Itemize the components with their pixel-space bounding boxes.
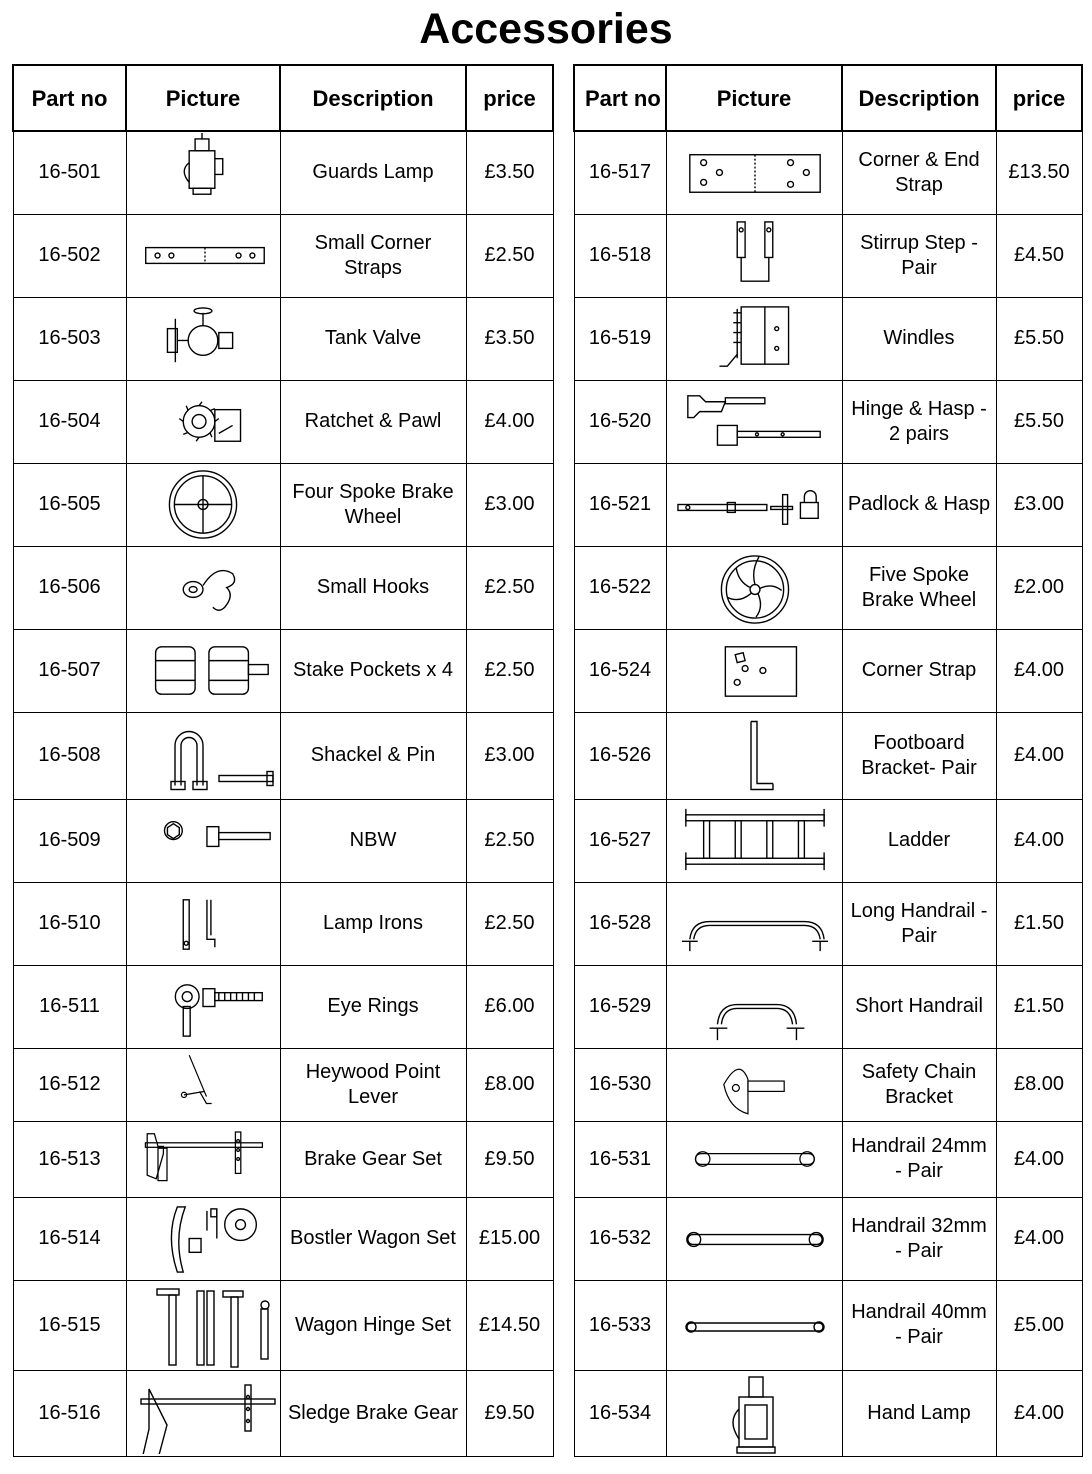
end-strap-icon bbox=[667, 133, 841, 212]
table-row bbox=[13, 380, 553, 463]
table-row bbox=[574, 799, 1082, 882]
part-picture bbox=[126, 629, 280, 712]
part-number: 16-506 bbox=[13, 546, 126, 629]
part-description: Footboard Bracket- Pair bbox=[842, 712, 996, 799]
part-price: £13.50 bbox=[996, 131, 1082, 214]
part-number: 16-514 bbox=[13, 1197, 126, 1280]
table-row bbox=[574, 546, 1082, 629]
table-row bbox=[574, 965, 1082, 1048]
part-number: 16-516 bbox=[13, 1370, 126, 1456]
part-number: 16-520 bbox=[574, 380, 666, 463]
table-row bbox=[13, 882, 553, 965]
part-picture bbox=[126, 131, 280, 214]
table-row bbox=[574, 1280, 1082, 1370]
part-picture bbox=[126, 1370, 280, 1456]
table-row bbox=[13, 799, 553, 882]
part-picture bbox=[126, 297, 280, 380]
part-picture bbox=[666, 131, 842, 214]
part-picture bbox=[126, 799, 280, 882]
header-part-no: Part no bbox=[13, 65, 126, 131]
part-price: £2.50 bbox=[466, 882, 553, 965]
part-number: 16-527 bbox=[574, 799, 666, 882]
windle-icon bbox=[667, 299, 841, 378]
part-price: £9.50 bbox=[466, 1370, 553, 1456]
table-row bbox=[574, 882, 1082, 965]
table-row bbox=[13, 1048, 553, 1121]
part-description: Windles bbox=[842, 297, 996, 380]
part-number: 16-511 bbox=[13, 965, 126, 1048]
bolt-icon bbox=[127, 801, 279, 880]
part-number: 16-534 bbox=[574, 1370, 666, 1456]
part-picture bbox=[666, 546, 842, 629]
part-number: 16-515 bbox=[13, 1280, 126, 1370]
part-number: 16-528 bbox=[574, 882, 666, 965]
padlock-icon bbox=[667, 465, 841, 544]
part-number: 16-508 bbox=[13, 712, 126, 799]
corner-strap-icon bbox=[127, 216, 279, 295]
part-price: £5.50 bbox=[996, 380, 1082, 463]
part-price: £5.00 bbox=[996, 1280, 1082, 1370]
part-picture bbox=[126, 546, 280, 629]
part-picture bbox=[666, 1370, 842, 1456]
table-row bbox=[13, 1370, 553, 1456]
left-header-row bbox=[13, 65, 553, 131]
eye-ring-icon bbox=[127, 967, 279, 1046]
header-description: Description bbox=[280, 65, 466, 131]
part-description: Guards Lamp bbox=[280, 131, 466, 214]
header-part-no: Part no bbox=[574, 65, 666, 131]
part-price: £3.00 bbox=[996, 463, 1082, 546]
lever-icon bbox=[127, 1050, 279, 1119]
part-description: Small Hooks bbox=[280, 546, 466, 629]
part-number: 16-501 bbox=[13, 131, 126, 214]
part-price: £8.00 bbox=[996, 1048, 1082, 1121]
brake-wheel-icon bbox=[127, 465, 279, 544]
part-number: 16-509 bbox=[13, 799, 126, 882]
right-header-row bbox=[574, 65, 1082, 131]
part-picture bbox=[126, 1121, 280, 1197]
part-picture bbox=[666, 463, 842, 546]
tank-valve-icon bbox=[127, 299, 279, 378]
part-price: £4.00 bbox=[996, 1370, 1082, 1456]
part-number: 16-519 bbox=[574, 297, 666, 380]
part-description: Wagon Hinge Set bbox=[280, 1280, 466, 1370]
part-price: £2.50 bbox=[466, 629, 553, 712]
footboard-bracket-icon bbox=[667, 714, 841, 797]
part-number: 16-507 bbox=[13, 629, 126, 712]
table-row bbox=[574, 1370, 1082, 1456]
hinge-hasp-icon bbox=[667, 382, 841, 461]
table-row bbox=[574, 380, 1082, 463]
part-description: Brake Gear Set bbox=[280, 1121, 466, 1197]
part-picture bbox=[666, 1197, 842, 1280]
part-picture bbox=[126, 1280, 280, 1370]
part-description: Long Handrail - Pair bbox=[842, 882, 996, 965]
part-picture bbox=[666, 1121, 842, 1197]
table-row bbox=[13, 1121, 553, 1197]
header-picture: Picture bbox=[126, 65, 280, 131]
part-number: 16-526 bbox=[574, 712, 666, 799]
part-price: £4.00 bbox=[996, 1197, 1082, 1280]
part-picture bbox=[126, 380, 280, 463]
table-row bbox=[574, 629, 1082, 712]
part-number: 16-531 bbox=[574, 1121, 666, 1197]
part-number: 16-510 bbox=[13, 882, 126, 965]
part-description: Handrail 24mm - Pair bbox=[842, 1121, 996, 1197]
handrail-32-icon bbox=[667, 1199, 841, 1278]
long-handrail-icon bbox=[667, 884, 841, 963]
part-price: £3.50 bbox=[466, 297, 553, 380]
part-number: 16-522 bbox=[574, 546, 666, 629]
part-description: Ratchet & Pawl bbox=[280, 380, 466, 463]
part-picture bbox=[126, 965, 280, 1048]
part-number: 16-504 bbox=[13, 380, 126, 463]
hook-icon bbox=[127, 548, 279, 627]
part-price: £9.50 bbox=[466, 1121, 553, 1197]
part-number: 16-503 bbox=[13, 297, 126, 380]
part-picture bbox=[126, 463, 280, 546]
part-description: Corner & End Strap bbox=[842, 131, 996, 214]
part-picture bbox=[666, 297, 842, 380]
part-description: Safety Chain Bracket bbox=[842, 1048, 996, 1121]
part-description: Stake Pockets x 4 bbox=[280, 629, 466, 712]
part-picture bbox=[666, 882, 842, 965]
part-description: Sledge Brake Gear bbox=[280, 1370, 466, 1456]
table-row bbox=[574, 1048, 1082, 1121]
part-price: £4.00 bbox=[996, 712, 1082, 799]
part-price: £14.50 bbox=[466, 1280, 553, 1370]
part-price: £1.50 bbox=[996, 882, 1082, 965]
part-number: 16-529 bbox=[574, 965, 666, 1048]
part-description: Handrail 40mm - Pair bbox=[842, 1280, 996, 1370]
table-row bbox=[13, 463, 553, 546]
ratchet-icon bbox=[127, 382, 279, 461]
part-price: £4.00 bbox=[466, 380, 553, 463]
part-description: Lamp Irons bbox=[280, 882, 466, 965]
table-row bbox=[574, 1197, 1082, 1280]
table-row bbox=[574, 297, 1082, 380]
table-row bbox=[574, 1121, 1082, 1197]
part-description: Bostler Wagon Set bbox=[280, 1197, 466, 1280]
part-description: Padlock & Hasp bbox=[842, 463, 996, 546]
part-picture bbox=[666, 712, 842, 799]
table-row bbox=[574, 712, 1082, 799]
part-price: £3.00 bbox=[466, 463, 553, 546]
part-number: 16-521 bbox=[574, 463, 666, 546]
header-price: price bbox=[996, 65, 1082, 131]
part-description: Four Spoke Brake Wheel bbox=[280, 463, 466, 546]
part-number: 16-513 bbox=[13, 1121, 126, 1197]
five-spoke-wheel-icon bbox=[667, 548, 841, 627]
table-row bbox=[13, 965, 553, 1048]
part-description: Handrail 32mm - Pair bbox=[842, 1197, 996, 1280]
part-picture bbox=[666, 1048, 842, 1121]
part-number: 16-517 bbox=[574, 131, 666, 214]
part-picture bbox=[666, 965, 842, 1048]
lamp-iron-icon bbox=[127, 884, 279, 963]
part-description: Corner Strap bbox=[842, 629, 996, 712]
part-description: Ladder bbox=[842, 799, 996, 882]
part-number: 16-532 bbox=[574, 1197, 666, 1280]
part-price: £3.00 bbox=[466, 712, 553, 799]
table-row bbox=[13, 131, 553, 214]
table-row bbox=[13, 712, 553, 799]
part-price: £2.50 bbox=[466, 214, 553, 297]
part-picture bbox=[666, 799, 842, 882]
part-price: £4.00 bbox=[996, 799, 1082, 882]
part-price: £2.50 bbox=[466, 546, 553, 629]
header-picture: Picture bbox=[666, 65, 842, 131]
short-handrail-icon bbox=[667, 967, 841, 1046]
part-picture bbox=[666, 629, 842, 712]
table-row bbox=[574, 463, 1082, 546]
part-description: Eye Rings bbox=[280, 965, 466, 1048]
part-price: £2.00 bbox=[996, 546, 1082, 629]
part-picture bbox=[126, 1197, 280, 1280]
table-row bbox=[13, 297, 553, 380]
header-description: Description bbox=[842, 65, 996, 131]
table-row bbox=[13, 629, 553, 712]
part-picture bbox=[666, 380, 842, 463]
part-price: £3.50 bbox=[466, 131, 553, 214]
table-row bbox=[574, 214, 1082, 297]
part-description: Shackel & Pin bbox=[280, 712, 466, 799]
ladder-icon bbox=[667, 801, 841, 880]
part-picture bbox=[126, 882, 280, 965]
hand-lamp-icon bbox=[667, 1372, 841, 1454]
table-row bbox=[13, 1280, 553, 1370]
stake-pocket-icon bbox=[127, 631, 279, 710]
left-parts-table bbox=[12, 64, 554, 1457]
part-picture bbox=[666, 214, 842, 297]
part-description: Five Spoke Brake Wheel bbox=[842, 546, 996, 629]
part-picture bbox=[666, 1280, 842, 1370]
stirrup-step-icon bbox=[667, 216, 841, 295]
guards-lamp-icon bbox=[127, 133, 279, 212]
handrail-40-icon bbox=[667, 1282, 841, 1368]
part-number: 16-530 bbox=[574, 1048, 666, 1121]
part-description: Short Handrail bbox=[842, 965, 996, 1048]
part-price: £6.00 bbox=[466, 965, 553, 1048]
part-number: 16-518 bbox=[574, 214, 666, 297]
handrail-24-icon bbox=[667, 1123, 841, 1195]
right-parts-table bbox=[573, 64, 1083, 1457]
part-description: Small Corner Straps bbox=[280, 214, 466, 297]
table-row bbox=[13, 546, 553, 629]
page-title: Accessories bbox=[419, 5, 673, 53]
part-number: 16-505 bbox=[13, 463, 126, 546]
wagon-set-icon bbox=[127, 1199, 279, 1278]
table-row bbox=[574, 131, 1082, 214]
sledge-brake-icon bbox=[127, 1372, 279, 1454]
part-description: Hand Lamp bbox=[842, 1370, 996, 1456]
part-picture bbox=[126, 712, 280, 799]
corner-plate-icon bbox=[667, 631, 841, 710]
part-description: Stirrup Step - Pair bbox=[842, 214, 996, 297]
part-number: 16-502 bbox=[13, 214, 126, 297]
part-description: Heywood Point Lever bbox=[280, 1048, 466, 1121]
part-price: £4.50 bbox=[996, 214, 1082, 297]
table-row bbox=[13, 1197, 553, 1280]
part-number: 16-533 bbox=[574, 1280, 666, 1370]
part-price: £8.00 bbox=[466, 1048, 553, 1121]
part-picture bbox=[126, 214, 280, 297]
brake-gear-icon bbox=[127, 1123, 279, 1195]
part-price: £2.50 bbox=[466, 799, 553, 882]
header-price: price bbox=[466, 65, 553, 131]
part-number: 16-512 bbox=[13, 1048, 126, 1121]
part-number: 16-524 bbox=[574, 629, 666, 712]
part-price: £4.00 bbox=[996, 1121, 1082, 1197]
shackle-icon bbox=[127, 714, 279, 797]
table-row bbox=[13, 214, 553, 297]
part-price: £4.00 bbox=[996, 629, 1082, 712]
part-description: Tank Valve bbox=[280, 297, 466, 380]
part-price: £5.50 bbox=[996, 297, 1082, 380]
part-price: £15.00 bbox=[466, 1197, 553, 1280]
hinge-set-icon bbox=[127, 1282, 279, 1368]
chain-bracket-icon bbox=[667, 1050, 841, 1119]
part-price: £1.50 bbox=[996, 965, 1082, 1048]
part-description: NBW bbox=[280, 799, 466, 882]
part-picture bbox=[126, 1048, 280, 1121]
part-description: Hinge & Hasp - 2 pairs bbox=[842, 380, 996, 463]
